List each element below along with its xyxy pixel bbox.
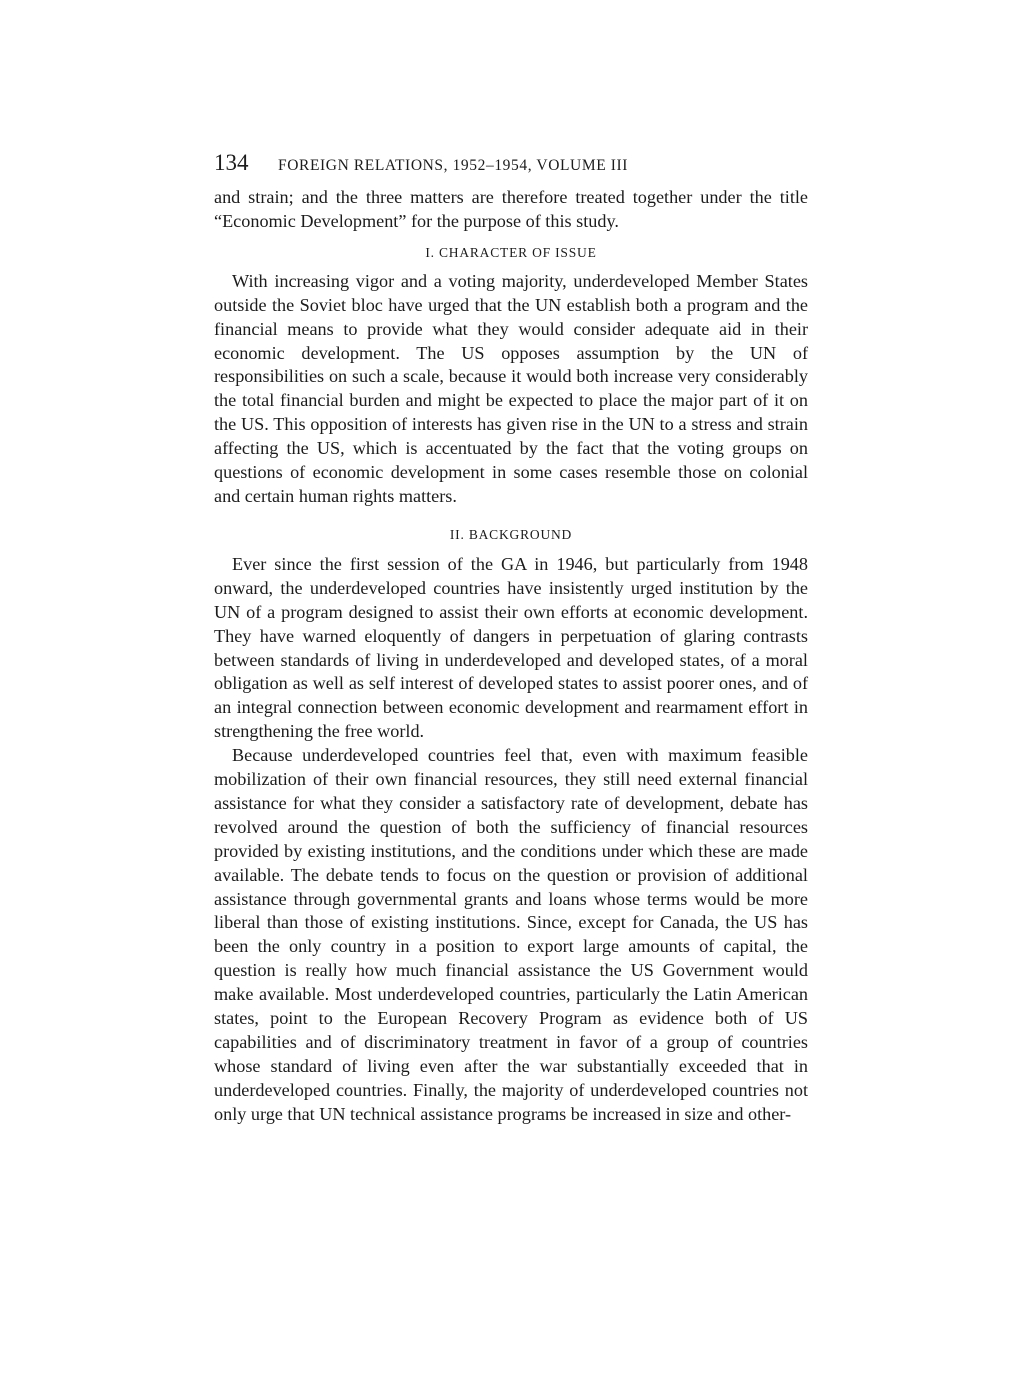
background-paragraph-2: Because underdeveloped countries feel that, even with maximum feasible mobilization of their own financial resources, they still need external financial assistance for what they consider a satisfactory rate of development, debate has revolved around the question of both the sufficiency of financial resources provided by existing institutions, and the conditions under which these are made available. The debate tends to focus on the question or provision of additional assistance through governmental grants and loans whose terms would be more liberal than those of existing institutions. Since, except for Canada, the US has been the only country in a position to export large amounts of capital, the question is really how much financial assistance the US Government would make available. Most underdeveloped countries, particularly the Latin American states, point to the European Recovery Program as evidence both of US capabilities and of discriminatory treatment in favor of a group of countries whose standard of living even after the war substantially exceeded that in underdeveloped countries. Finally, the majority of underdeveloped countries not only urge that UN technical assistance programs be increased in size and other-: [214, 745, 808, 1124]
background-paragraph-1: Ever since the first session of the GA in 1946, but particularly from 1948 onward, the underdeveloped countries have insistently urged institution by the UN of a program designed to assist their own efforts at economic development. They have warned eloquently of dangers in perpetuation of glaring contrasts between standards of living in underdeveloped and developed states, of a moral obligation as well as self interest of developed states to assist poorer ones, and of an integral connection between economic development and rearmament effort in strengthening the free world.: [214, 553, 808, 742]
page-number: 134: [214, 150, 249, 175]
intro-paragraph: and strain; and the three matters are therefore treated together under the title “Economic Development” for the purpose of this study.: [214, 187, 808, 231]
section-heading-character-of-issue: I. CHARACTER OF ISSUE: [425, 244, 597, 260]
section-heading-background: II. BACKGROUND: [449, 526, 573, 542]
document-page: [214, 150, 808, 1127]
running-header: [214, 150, 808, 186]
running-title: FOREIGN RELATIONS, 1952–1954, VOLUME III: [278, 157, 629, 174]
character-of-issue-paragraph: With increasing vigor and a voting majority, underdeveloped Member States outside the Soviet bloc have urged that the UN establish both a program and the financial means to provide what they would consider adequate aid in their economic development. The US opposes assumption by the UN of responsibilities on such a scale, because it would both increase very considerably the total financial burden and might be expected to place the major part of it on the US. This opposition of interests has given rise in the UN to a stress and strain affecting the US, which is accentuated by the fact that the voting groups on questions of economic development in some cases resemble those on colonial and certain human rights matters.: [214, 270, 808, 506]
